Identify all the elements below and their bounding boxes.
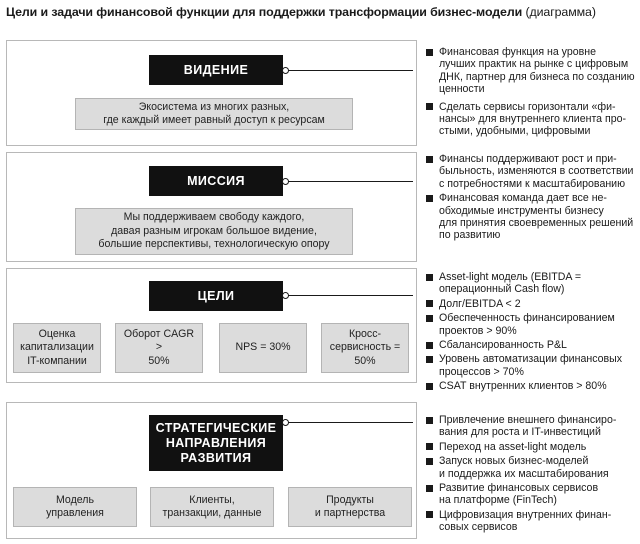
bullet-square-icon [426, 417, 433, 424]
strategy-box: Модель управления [13, 487, 137, 527]
bullet-square-icon [426, 443, 433, 450]
list-item: Финансы поддерживают рост и при- быльность, изменяются в соответствии с потребностями к масштабированию [425, 153, 638, 190]
bullet-square-icon [426, 156, 433, 163]
bullet-square-icon [426, 383, 433, 390]
strategy-box: Клиенты, транзакции, данные [150, 487, 274, 527]
strategy-connector [283, 422, 413, 423]
list-item: Запуск новых бизнес-моделей и поддержка их масштабирования [425, 455, 638, 480]
bullet-square-icon [426, 49, 433, 56]
goals-connector-dot [282, 292, 289, 299]
goals-connector [283, 295, 413, 296]
strategy-header: СТРАТЕГИЧЕСКИЕ НАПРАВЛЕНИЯ РАЗВИТИЯ [149, 415, 283, 471]
list-item: Финансовая команда дает все не- обходимые инструменты бизнесу для принятия своевременных решений по развитию [425, 192, 638, 242]
list-item: Финансовая функция на уровне лучших практик на рынке с цифровым ДНК, партнер для бизнеса по созданию ценности [425, 46, 638, 96]
list-item: Переход на asset-light модель [425, 441, 638, 453]
strategy-panel [6, 402, 417, 539]
goals-bullets [425, 271, 638, 393]
vision-header: ВИДЕНИЕ [149, 55, 283, 85]
bullet-square-icon [426, 458, 433, 465]
list-item: Цифровизация внутренних финан- совых сервисов [425, 509, 638, 534]
goal-box: Оборот CAGR > 50% [115, 323, 203, 373]
list-item: Долг/EBITDA < 2 [425, 298, 638, 310]
list-item: Развитие финансовых сервисов на платформе (FinTech) [425, 482, 638, 507]
vision-panel [6, 40, 417, 146]
goal-box: Кросс- сервисность = 50% [321, 323, 409, 373]
strategy-box: Продукты и партнерства [288, 487, 412, 527]
mission-description: Мы поддерживаем свободу каждого, давая разным игрокам большое видение, большие перспективы, технологическую опору [75, 208, 353, 255]
mission-panel [6, 152, 417, 262]
list-item: Asset-light модель (EBITDA = операционный Cash flow) [425, 271, 638, 296]
goals-panel [6, 268, 417, 383]
bullet-square-icon [426, 356, 433, 363]
bullet-square-icon [426, 315, 433, 322]
bullet-square-icon [426, 274, 433, 281]
bullet-square-icon [426, 195, 433, 202]
list-item: Сбалансированность P&L [425, 339, 638, 351]
vision-connector [283, 70, 413, 71]
mission-header: МИССИЯ [149, 166, 283, 196]
vision-bullets [425, 46, 638, 138]
mission-bullets [425, 153, 638, 242]
title-main: Цели и задачи финансовой функции для поддержки трансформации бизнес-модели [6, 5, 523, 19]
goal-box: Оценка капитализации IT-компании [13, 323, 101, 373]
title-suffix: (диаграмма) [522, 5, 596, 19]
bullet-square-icon [426, 300, 433, 307]
mission-connector-dot [282, 178, 289, 185]
bullet-square-icon [426, 342, 433, 349]
mission-connector [283, 181, 413, 182]
diagram-title [6, 4, 636, 20]
strategy-connector-dot [282, 419, 289, 426]
vision-connector-dot [282, 67, 289, 74]
bullet-square-icon [426, 103, 433, 110]
goals-header: ЦЕЛИ [149, 281, 283, 311]
bullet-square-icon [426, 485, 433, 492]
list-item: Привлечение внешнего финансиро- вания для роста и IT-инвестиций [425, 414, 638, 439]
vision-description: Экосистема из многих разных, где каждый имеет равный доступ к ресурсам [75, 98, 353, 130]
strategy-bullets [425, 414, 638, 534]
goal-box: NPS = 30% [219, 323, 307, 373]
list-item: Сделать сервисы горизонтали «фи- нансы» для внутреннего клиента про- стыми, удобными, цифровыми [425, 101, 638, 138]
list-item: Уровень автоматизации финансовых процессов > 70% [425, 353, 638, 378]
list-item: Обеспеченность финансированием проектов > 90% [425, 312, 638, 337]
bullet-square-icon [426, 511, 433, 518]
list-item: CSAT внутренних клиентов > 80% [425, 380, 638, 392]
